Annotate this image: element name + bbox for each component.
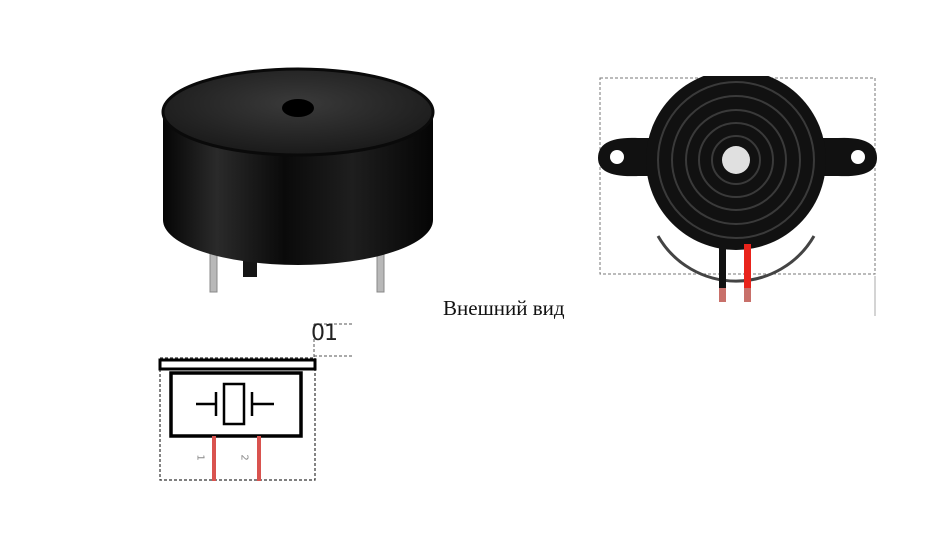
appearance-caption: Внешний вид — [443, 296, 565, 320]
pin-number-2: 2 — [238, 454, 250, 461]
pin-number-1: 1 — [194, 454, 206, 461]
buzzer-photo-icon — [155, 60, 455, 300]
buzzer-top-view-icon — [598, 76, 878, 316]
reference-designator-fragment: 01 — [311, 321, 337, 346]
